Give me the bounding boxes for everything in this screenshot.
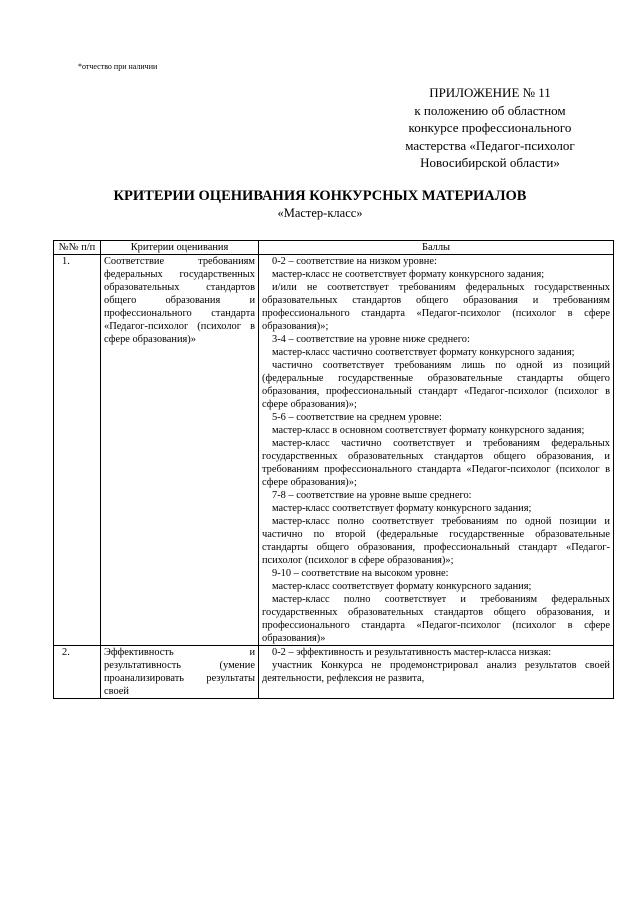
score-text: мастер-класс соответствует формату конкурсного задания; [272,581,532,592]
table-row [54,646,614,699]
score-level: 0-2 – соответствие на низком уровне: [272,256,437,267]
appendix-line: мастерства «Педагог-психолог [405,137,575,153]
score-text: участник Конкурса не продемонстрировал анализ результатов своей деятельности, рефлексия не развита, [262,660,610,684]
document-title: КРИТЕРИИ ОЦЕНИВАНИЯ КОНКУРСНЫХ МАТЕРИАЛОВ [113,188,527,204]
row-number: 2. [54,646,101,699]
criteria-table [53,240,614,699]
appendix-line: ПРИЛОЖЕНИЕ № 11 [429,85,551,100]
score-text: мастер-класс соответствует формату конкурсного задания; [272,503,532,514]
score-text: частично соответствует требованиям лишь по одной из позиций (федеральные государственные образовательные стандарты общего образования, профессиональный стандарт «Педагог-психолог (психолог в сфере образования)»; [262,360,610,410]
row-score-description [259,646,614,699]
score-text: мастер-класс частично соответствует и требованиям федеральных государственных образовательных стандартов общего образования, и требованиям профессионального стандарта «Педагог-психолог (психолог в сфере образования)»; [262,438,610,488]
appendix-line: к положению об областном [414,102,566,118]
row-score-description [259,255,614,646]
header-score: Баллы [259,241,614,255]
header-criteria: Критерии оценивания [101,241,259,255]
document-subtitle: «Мастер-класс» [277,206,363,220]
table-row [54,255,614,646]
row-criterion: Эффективность и результативность (умение проанализировать результаты своей [101,646,259,699]
score-level: 0-2 – эффективность и результативность мастер-класса низкая: [272,647,552,658]
score-text: мастер-класс полно соответствует требованиям по одной позиции и частично по второй (федеральные государственные образовательные стандарты общего образования, профессиональный стандарт «Педагог-психолог (психолог в сфере образования)»; [262,516,610,566]
score-text: и/или не соответствует требованиям федеральных государственных образовательных стандартов общего образования и требованиям профессионального стандарта «Педагог-психолог (психолог в сфере образования)»; [262,282,610,332]
appendix-header [370,84,610,172]
score-text: мастер-класс в основном соответствует формату конкурсного задания; [272,425,585,436]
appendix-line: конкурсе профессионального [408,120,572,135]
footnote: *отчество при наличии [78,62,158,71]
row-criterion: Соответствие требованиям федеральных государственных образовательных стандартов общего образования и профессионального стандарта «Педагог-психолог (психолог в сфере образования)» [101,255,259,646]
score-text: мастер-класс частично соответствует формату конкурсного задания; [272,347,575,358]
score-text: мастер-класс не соответствует формату конкурсного задания; [272,269,545,280]
row-number: 1. [54,255,101,646]
score-level: 9-10 – соответствие на высоком уровне: [272,568,449,579]
score-level: 3-4 – соответствие на уровне ниже среднего: [272,334,470,345]
score-level: 7-8 – соответствие на уровне выше среднего: [272,490,472,501]
score-text: мастер-класс полно соответствует и требованиям федеральных государственных образовательных стандартов общего образования, и профессионального стандарта «Педагог-психолог (психолог в сфере образования)» [262,594,610,644]
score-level: 5-6 – соответствие на среднем уровне: [272,412,442,423]
table-header-row [54,241,614,255]
appendix-line: Новосибирской области» [420,155,560,170]
header-num: №№ п/п [54,241,101,255]
